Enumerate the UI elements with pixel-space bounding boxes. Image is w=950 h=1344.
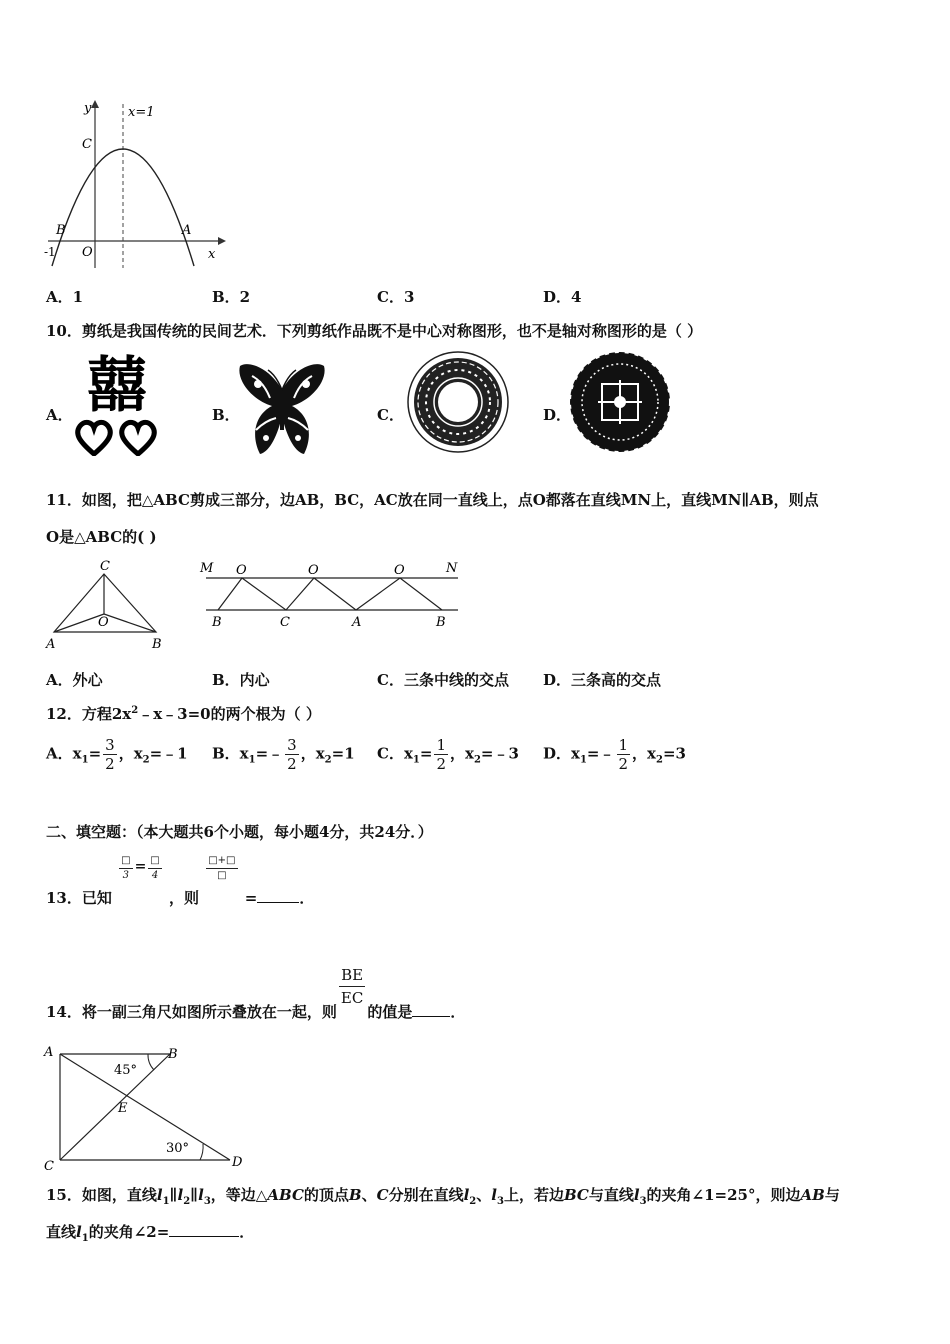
q11-fig2-o2: O	[308, 563, 319, 578]
q14-fig-d: D	[232, 1155, 243, 1170]
q12-a-label: A．x	[46, 744, 82, 763]
q14-fraction: $\frac{BE}{EC}$	[340, 966, 364, 1007]
q9-point-b: B	[56, 223, 66, 238]
q12-c-sub1: 1	[412, 754, 420, 766]
q9-option-d[interactable]: D．4	[543, 288, 582, 306]
q14-fig-c: C	[44, 1159, 54, 1174]
q15-line2-pre: 直线	[46, 1223, 77, 1241]
q15-line2-tail: ．	[239, 1223, 255, 1241]
q12-d-mid: ，x	[632, 744, 656, 763]
q10-butterfly-image[interactable]	[236, 360, 328, 458]
q9-point-c: C	[82, 137, 92, 152]
q14-answer-blank[interactable]	[412, 1016, 450, 1017]
q12-c-mid: ，x	[449, 744, 474, 763]
q12-d-fraction: $\frac{1}{2}$	[618, 736, 629, 773]
q11-fig2-m: M	[200, 561, 214, 576]
q11-stem-line2: O是△ABC的( )	[46, 528, 157, 546]
q12-b-eq: =﹣	[255, 744, 284, 763]
q10-option-a[interactable]: A．	[46, 406, 73, 424]
q12-stem	[46, 703, 321, 724]
q12-option-b[interactable]	[212, 736, 355, 773]
q12-c-sub2: 2	[473, 754, 481, 766]
q13-fraction-1: $\frac{□}{3}$	[121, 855, 131, 881]
q10-ring-pattern-image[interactable]	[406, 350, 510, 454]
q12-c-eq: =	[419, 744, 433, 763]
q9-option-c[interactable]: C．3	[377, 288, 415, 306]
q13-mid: ，则	[168, 888, 199, 907]
q9-option-b[interactable]: B．2	[212, 288, 251, 306]
q12-d-eq: =﹣	[586, 744, 615, 763]
q14-tail: ．	[450, 1002, 466, 1021]
q11-option-a[interactable]: A．外心	[46, 671, 103, 689]
q12-a-fraction: $\frac{3}{2}$	[105, 736, 115, 773]
q11-fig1-o: O	[98, 615, 109, 630]
q11-triangle-figure	[42, 556, 172, 652]
q9-x-label: x	[208, 247, 216, 262]
q14-pre: 14．将一副三角尺如图所示叠放在一起，则	[46, 1002, 337, 1021]
q11-stem-line1: 11．如图，把△ABC剪成三部分，边AB，BC，AC放在同一直线上，点O都落在直线MN上，直线MN∥AB，则点	[46, 491, 819, 509]
section-2-heading: 二、填空题：（本大题共6个小题，每小题4分，共24分．）	[46, 823, 433, 841]
q9-point-a: A	[182, 223, 192, 238]
q15-stem-line2	[46, 1221, 254, 1244]
q12-d-tail: =3	[662, 744, 686, 763]
q12-option-c[interactable]	[377, 736, 519, 773]
q12-stem-sup: 2	[131, 705, 139, 716]
q12-b-sub1: 1	[248, 754, 256, 766]
q15-line2-l: l	[76, 1223, 82, 1241]
q12-a-sub1: 1	[81, 754, 89, 766]
xi-character: 囍	[87, 351, 147, 421]
q11-fig2-a: A	[352, 615, 362, 630]
q15-answer-blank[interactable]	[169, 1236, 239, 1237]
q14-angle-30: 30°	[166, 1141, 190, 1156]
q15-line2-sub: 1	[81, 1233, 89, 1244]
q12-option-a[interactable]	[46, 736, 188, 773]
q12-c-tail: =﹣3	[480, 744, 519, 763]
q13-answer-blank[interactable]	[257, 902, 299, 903]
q14-angle-45: 45°	[114, 1063, 138, 1078]
q13-stem	[46, 852, 315, 907]
q12-c-label: C．x	[377, 744, 413, 763]
q12-stem-post: ﹣x﹣3=0的两个根为（ ）	[138, 705, 321, 723]
q12-b-tail: =1	[331, 744, 355, 763]
q13-equals: =	[134, 858, 147, 875]
q12-d-label: D．x	[543, 744, 580, 763]
q13-fraction-2: $\frac{□}{4}$	[150, 855, 160, 881]
q12-d-sub1: 1	[579, 754, 587, 766]
q14-post: 的值是	[367, 1002, 413, 1021]
q11-fig2-o3: O	[394, 563, 405, 578]
q12-d-sub2: 2	[656, 754, 663, 766]
q10-seal-pattern-image[interactable]	[568, 350, 672, 454]
q10-option-c[interactable]: C．	[377, 406, 404, 424]
q12-b-fraction: $\frac{3}{2}$	[287, 736, 297, 773]
q14-triangle-rulers-figure	[40, 1040, 252, 1174]
q10-option-b[interactable]: B．	[212, 406, 240, 424]
q14-stem	[46, 964, 466, 1021]
q13-post: =	[244, 888, 258, 907]
q14-fig-b: B	[168, 1047, 178, 1062]
q12-a-sub2: 2	[142, 754, 150, 766]
q11-unfolded-figure	[196, 556, 466, 634]
q11-option-c[interactable]: C．三条中线的交点	[377, 671, 509, 689]
q12-a-tail: =﹣1	[149, 744, 188, 763]
q11-fig2-b2: B	[436, 615, 446, 630]
q9-origin: O	[82, 245, 93, 260]
q15-line2-post: 的夹角∠2=	[88, 1223, 170, 1241]
q12-b-sub2: 2	[324, 754, 332, 766]
q11-option-b[interactable]: B．内心	[212, 671, 270, 689]
q12-b-label: B．x	[212, 744, 249, 763]
q14-fig-e: E	[118, 1101, 128, 1116]
q11-fig2-b1: B	[212, 615, 222, 630]
q12-a-eq: =	[88, 744, 102, 763]
q11-option-d[interactable]: D．三条高的交点	[543, 671, 662, 689]
q9-symmetry-label: x=1	[128, 105, 155, 120]
q12-option-d[interactable]	[543, 736, 686, 773]
q13-fraction-3: $\frac{□+□}{□}$	[208, 855, 236, 881]
q11-fig1-b: B	[152, 637, 162, 652]
q9-parabola-graph	[40, 96, 230, 276]
q9-neg-one: -1	[44, 245, 56, 259]
q9-option-a[interactable]: A．1	[46, 288, 84, 306]
q10-double-happiness-image[interactable]	[72, 351, 162, 456]
q14-fig-a: A	[44, 1045, 54, 1060]
q11-fig1-a: A	[46, 637, 56, 652]
q15-stem-line1: 15．如图，直线$l_1\parallel l_2\parallel l_3$，等边△ABC的顶点B、C分别在直线$l_2$、$l_3$上，若边BC与直线$l_3$的夹角∠1=25°，则边AB与	[46, 1186, 840, 1207]
q10-stem: 10．剪纸是我国传统的民间艺术．下列剪纸作品既不是中心对称图形，也不是轴对称图形的是（ ）	[46, 322, 703, 340]
q11-fig2-n: N	[446, 561, 458, 576]
q12-c-fraction: $\frac{1}{2}$	[436, 736, 446, 773]
q12-b-mid: ，x	[300, 744, 325, 763]
q11-fig2-c: C	[280, 615, 290, 630]
q11-fig2-o1: O	[236, 563, 247, 578]
q9-y-label: y	[84, 101, 92, 116]
q10-option-d[interactable]: D．	[543, 406, 572, 424]
q13-pre: 13．已知	[46, 888, 112, 907]
q12-stem-pre: 12．方程2x	[46, 705, 132, 723]
q11-fig1-c: C	[100, 559, 110, 574]
q13-tail: ．	[299, 888, 315, 907]
q12-a-mid: ，x	[118, 744, 143, 763]
